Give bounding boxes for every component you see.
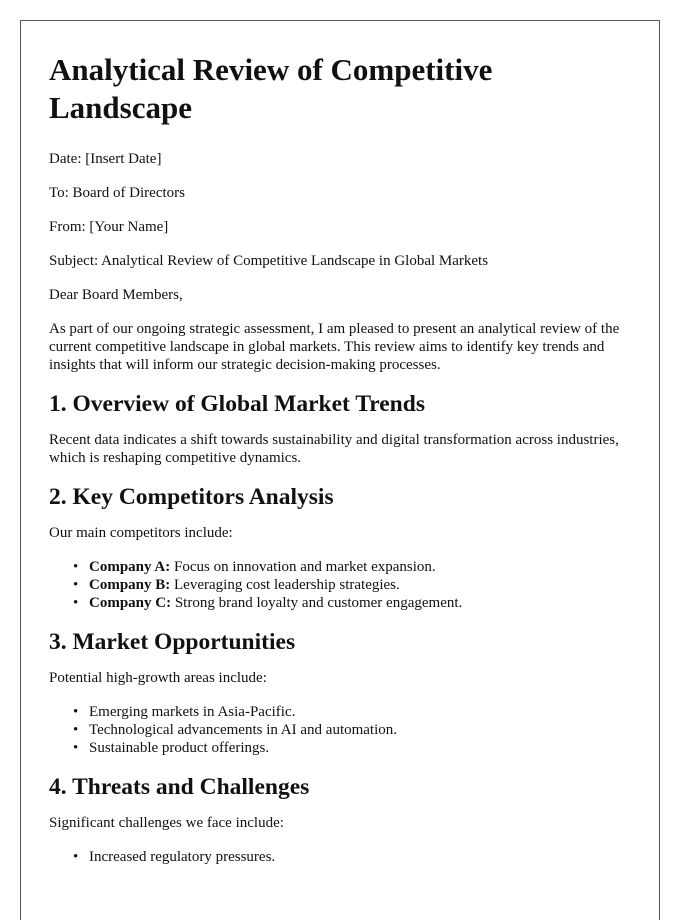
- item-label: Company C:: [89, 595, 172, 611]
- item-text: Technological advancements in AI and automation.: [89, 722, 398, 738]
- list-item: [73, 558, 631, 576]
- list-item: [73, 594, 631, 612]
- list-item: [73, 721, 631, 739]
- date-line: Date: [Insert Date]: [49, 151, 162, 167]
- from-line: From: [Your Name]: [49, 219, 169, 235]
- bullet-icon: •: [73, 595, 79, 611]
- item-text: Emerging markets in Asia-Pacific.: [89, 704, 296, 720]
- document-page: [20, 20, 660, 920]
- section-market-trends: [49, 390, 631, 467]
- item-label: Company A:: [89, 559, 171, 575]
- section-body: Potential high-growth areas include:: [49, 670, 267, 686]
- item-text: Focus on innovation and market expansion.: [170, 559, 436, 575]
- bullet-icon: •: [73, 577, 79, 593]
- item-label: Company B:: [89, 577, 171, 593]
- item-text: Strong brand loyalty and customer engagement.: [171, 595, 463, 611]
- competitor-list: [49, 558, 631, 612]
- item-text: Sustainable product offerings.: [89, 740, 270, 756]
- threat-list: [49, 848, 631, 866]
- section-heading: 1. Overview of Global Market Trends: [49, 391, 425, 417]
- subject-line: Subject: Analytical Review of Competitive Landscape in Global Markets: [49, 253, 489, 269]
- salutation: Dear Board Members,: [49, 287, 183, 303]
- list-item: [73, 576, 631, 594]
- section-heading: 3. Market Opportunities: [49, 629, 296, 655]
- item-text: Leveraging cost leadership strategies.: [170, 577, 400, 593]
- section-body: Recent data indicates a shift towards sustainability and digital transformation across industries, which is reshaping competitive dynamics.: [49, 432, 619, 466]
- bullet-icon: •: [73, 849, 79, 865]
- list-item: [73, 739, 631, 757]
- section-heading: 4. Threats and Challenges: [49, 774, 310, 800]
- section-opportunities: [49, 628, 631, 757]
- intro-paragraph: As part of our ongoing strategic assessment, I am pleased to present an analytical review of the current competitive landscape in global markets. This review aims to identify key trends and insights that will inform our strategic decision-making processes.: [49, 321, 620, 373]
- bullet-icon: •: [73, 704, 79, 720]
- bullet-icon: •: [73, 722, 79, 738]
- to-line: To: Board of Directors: [49, 185, 185, 201]
- section-body: Significant challenges we face include:: [49, 815, 284, 831]
- document-title: Analytical Review of Competitive Landscape: [49, 52, 493, 125]
- section-competitors: [49, 483, 631, 612]
- section-body: Our main competitors include:: [49, 525, 233, 541]
- section-heading: 2. Key Competitors Analysis: [49, 484, 334, 510]
- item-text: Increased regulatory pressures.: [89, 849, 276, 865]
- section-threats: [49, 773, 631, 866]
- bullet-icon: •: [73, 740, 79, 756]
- list-item: [73, 703, 631, 721]
- list-item: [73, 848, 631, 866]
- opportunity-list: [49, 703, 631, 757]
- bullet-icon: •: [73, 559, 79, 575]
